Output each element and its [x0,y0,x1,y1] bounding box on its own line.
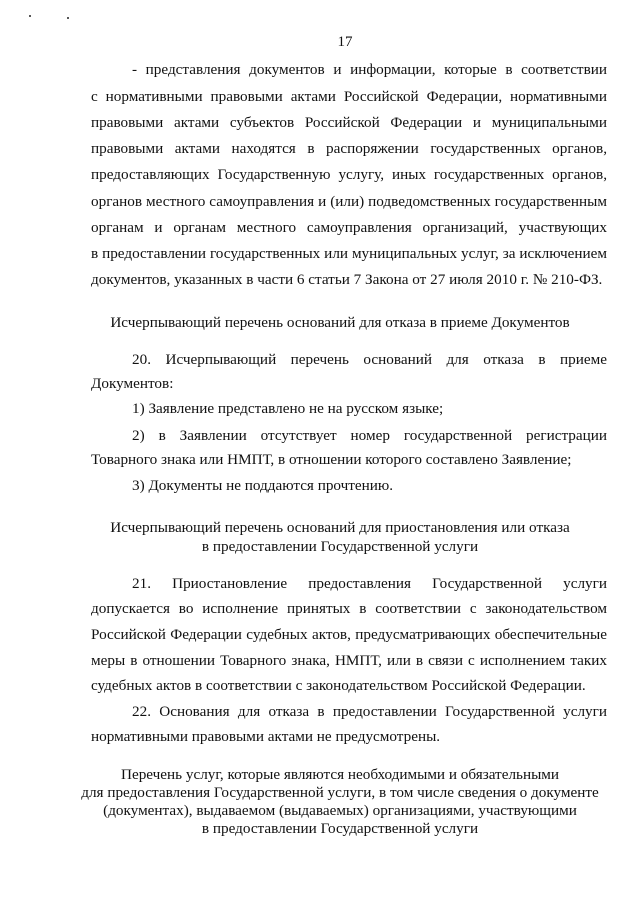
list-item-line: документов, указанных в части 6 статьи 7 Закона от 27 июля 2010 г. № 210-ФЗ. [91,271,603,288]
section-heading: (документах), выдаваемом (выдаваемых) организациями, участвующими [103,802,577,819]
scan-speck [67,17,69,19]
list-item: 1) Заявление представлено не на русском языке; [132,400,444,417]
list-item-line: предоставляющих Государственную услугу, иных государственных органов, [91,166,607,183]
section-heading: в предоставлении Государственной услуги [201,538,479,555]
page-number: 17 [337,34,353,50]
section-heading: Перечень услуг, которые являются необходимыми и обязательными [120,766,560,783]
section-heading: Исчерпывающий перечень оснований для отказа в приеме Документов [110,314,570,331]
paragraph-line: допускается во исполнение принятых в соответствии с законодательством [91,600,607,617]
list-item-line: правовыми актами субъектов Российской Федерации и муниципальными [91,114,607,131]
list-item-line: правовыми актами находятся в распоряжении государственных органов, [91,140,607,157]
list-item: 3) Документы не поддаются прочтению. [132,477,394,494]
list-item-line: в предоставлении государственных или муниципальных услуг, за исключением [91,245,607,262]
list-item-line: - представления документов и информации, которые в соответствии [132,61,607,78]
scan-speck [29,15,31,17]
list-item: 2) в Заявлении отсутствует номер государственной регистрации [132,427,607,444]
paragraph-line: 21. Приостановление предоставления Государственной услуги [132,575,607,592]
paragraph-line: 22. Основания для отказа в предоставлении Государственной услуги [132,703,607,720]
paragraph-line: меры в отношении Товарного знака, НМПТ, или в связи с исполнением таких [91,652,607,669]
paragraph-line: судебных актов в соответствии с законодательством Российской Федерации. [91,677,586,694]
paragraph-line: нормативными правовыми актами не предусмотрены. [91,728,441,745]
paragraph-line: 20. Исчерпывающий перечень оснований для отказа в приеме [132,351,607,368]
list-item-line: органам и органам местного самоуправления организаций, участвующих [91,219,607,236]
list-item: Товарного знака или НМПТ, в отношении которого составлено Заявление; [91,451,572,468]
paragraph-line: Документов: [91,375,174,392]
section-heading: Исчерпывающий перечень оснований для приостановления или отказа [110,519,570,536]
list-item-line: органов местного самоуправления и (или) подведомственных государственным [91,193,607,210]
list-item-line: с нормативными правовыми актами Российской Федерации, нормативными [91,88,607,105]
section-heading: в предоставлении Государственной услуги [201,820,479,837]
section-heading: для предоставления Государственной услуги, в том числе сведения о документе [81,784,599,801]
paragraph-line: Российской Федерации судебных актов, предусматривающих обеспечительные [91,626,607,643]
